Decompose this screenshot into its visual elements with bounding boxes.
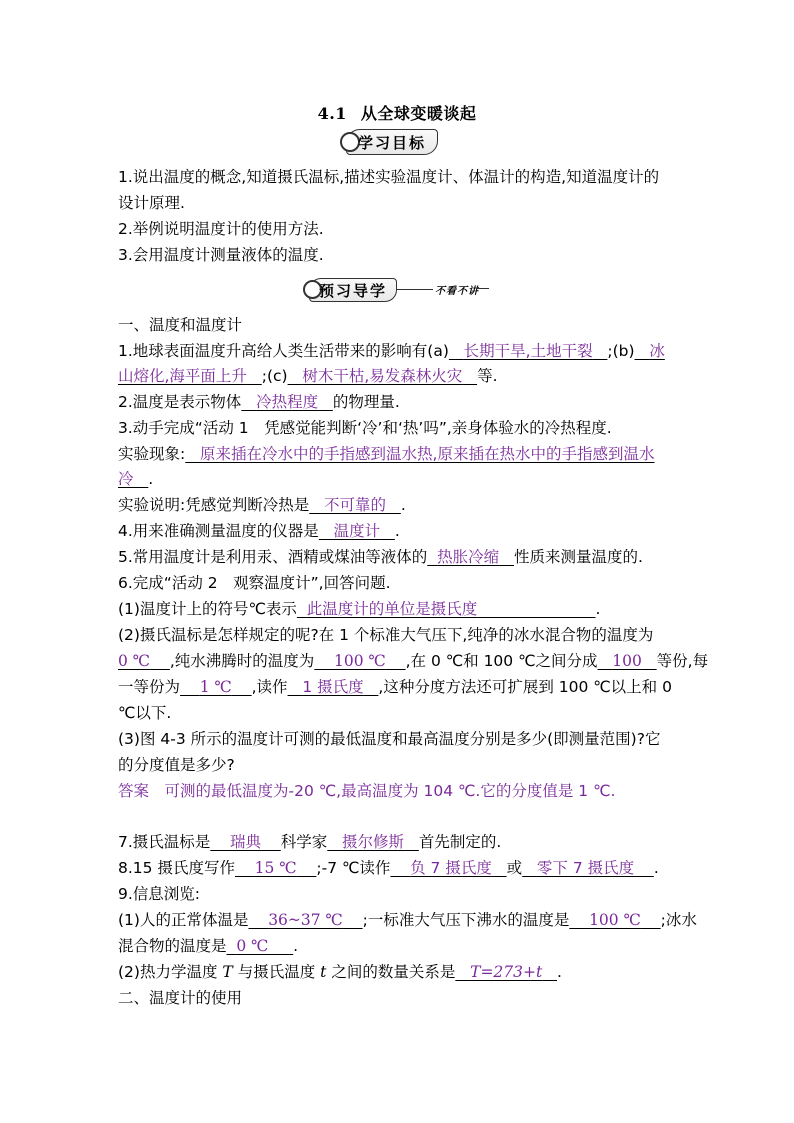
question-9-part-1-cont: 混合物的温度是 0 ℃ . xyxy=(118,937,299,955)
answer-blank: 15 ℃ xyxy=(254,859,297,877)
question-2: 2.温度是表示物体 冷热程度 的物理量. xyxy=(118,393,400,411)
question-6-part-1: (1)温度计上的符号℃表示 此温度计的单位是摄氏度 . xyxy=(118,600,601,618)
question-5: 5.常用温度计是利用汞、酒精或煤油等液体的 热胀冷缩 性质来测量温度的. xyxy=(118,548,643,566)
explanation-line: 实验说明:凭感觉判断冷热是 不可靠的 . xyxy=(118,496,406,514)
ring-icon xyxy=(340,132,360,152)
answer-blank: 冷热程度 xyxy=(256,393,319,411)
question-8: 8.15 摄氏度写作 15 ℃ ;-7 ℃读作 负 7 摄氏度 或 零下 7 摄氏度 . xyxy=(118,859,659,877)
question-1: 1.地球表面温度升高给人类生活带来的影响有(a) 长期干旱,土地干裂 ;(b) 冰 xyxy=(118,342,665,360)
question-6-part-3: (3)图 4-3 所示的温度计可测的最低温度和最高温度分别是多少(即测量范围)?它 xyxy=(118,730,661,748)
answer-blank: 山熔化,海平面上升 xyxy=(118,367,247,385)
answer-blank: 摄尔修斯 xyxy=(342,833,405,851)
answer-blank: 瑞典 xyxy=(230,833,262,851)
answer-blank: 1 摄氏度 xyxy=(302,678,364,696)
answer-blank: 长期干旱,土地干裂 xyxy=(463,342,593,360)
phenomenon-line-cont: 冷 . xyxy=(118,470,154,488)
answer-blank: 36~37 ℃ xyxy=(268,911,343,929)
question-6-part-3-cont: 的分度值是多少? xyxy=(118,756,235,774)
answer-blank: 0 ℃ xyxy=(236,937,269,955)
answer-blank: T=273+t xyxy=(470,963,543,981)
preview-badge: 预习导学 不看不讲 xyxy=(303,276,493,304)
answer-blank: 冷 xyxy=(118,470,134,488)
answer-blank: 冰 xyxy=(649,342,665,360)
answer-blank: 此温度计的单位是摄氏度 xyxy=(306,600,478,618)
phenomenon-line: 实验现象: 原来插在冷水中的手指感到温水热,原来插在热水中的手指感到温水 xyxy=(118,445,655,463)
objective-line: 3.会用温度计测量液体的温度. xyxy=(118,246,324,264)
answer-blank: 树木干枯,易发森林火灾 xyxy=(302,367,463,385)
page-title: 4.1 从全球变暖谈起 xyxy=(317,104,477,123)
arrow-icon xyxy=(477,288,489,289)
answer-blank: 温度计 xyxy=(333,522,381,540)
objective-line: 1.说出温度的概念,知道摄氏温标,描述实验温度计、体温计的构造,知道温度计的 xyxy=(118,168,660,186)
question-6-part-2-cont: ℃以下. xyxy=(118,704,172,722)
answer-text: 答案 可测的最低温度为-20 ℃,最高温度为 104 ℃.它的分度值是 1 ℃. xyxy=(118,782,616,800)
objective-line: 设计原理. xyxy=(118,194,185,212)
answer-blank: 不可靠的 xyxy=(324,496,387,514)
question-9-part-2: (2)热力学温度 T 与摄氏温度 t 之间的数量关系是 T=273+t . xyxy=(118,963,562,981)
question-7: 7.摄氏温标是 瑞典 科学家 摄尔修斯 首先制定的. xyxy=(118,833,502,851)
section-heading: 一、温度和温度计 xyxy=(118,316,243,334)
answer-blank: 100 xyxy=(612,652,642,670)
objectives-badge: 学习目标 xyxy=(340,127,440,157)
question-4: 4.用来准确测量温度的仪器是 温度计 . xyxy=(118,522,400,540)
question-9-part-1: (1)人的正常体温是 36~37 ℃ ;一标准大气压下沸水的温度是 100 ℃ ;冰水 xyxy=(118,911,697,929)
question-3: 3.动手完成“活动 1 凭感觉能判断‘冷’和‘热’吗”,亲身体验水的冷热程度. xyxy=(118,419,612,437)
objective-line: 2.举例说明温度计的使用方法. xyxy=(118,220,324,238)
answer-blank: 100 ℃ xyxy=(589,911,641,929)
answer-blank: 热胀冷缩 xyxy=(437,548,500,566)
question-1-cont: 山熔化,海平面上升 ;(c) 树木干枯,易发森林火灾 等. xyxy=(118,367,498,385)
question-9: 9.信息浏览: xyxy=(118,885,201,903)
answer-blank: 100 ℃ xyxy=(334,652,386,670)
question-6-part-2: (2)摄氏温标是怎样规定的呢?在 1 个标准大气压下,纯净的冰水混合物的温度为 xyxy=(118,626,654,644)
answer-blank: 负 7 摄氏度 xyxy=(410,859,492,877)
question-6-part-2-cont: 0 ℃ ,纯水沸腾时的温度为 100 ℃ ,在 0 ℃和 100 ℃之间分成 100 等份,每 xyxy=(118,652,709,670)
question-6-part-2-cont: 一等份为 1 ℃ ,读作 1 摄氏度 ,这种分度方法还可扩展到 100 ℃以上和 0 xyxy=(118,678,672,696)
answer-blank: 0 ℃ xyxy=(118,652,151,670)
answer-blank: 零下 7 摄氏度 xyxy=(536,859,635,877)
section-heading: 二、温度计的使用 xyxy=(118,989,243,1007)
answer-blank: 原来插在冷水中的手指感到温水热,原来插在热水中的手指感到温水 xyxy=(200,445,655,463)
question-6: 6.完成“活动 2 观察温度计”,回答问题. xyxy=(118,574,391,592)
answer-blank: 1 ℃ xyxy=(199,678,232,696)
